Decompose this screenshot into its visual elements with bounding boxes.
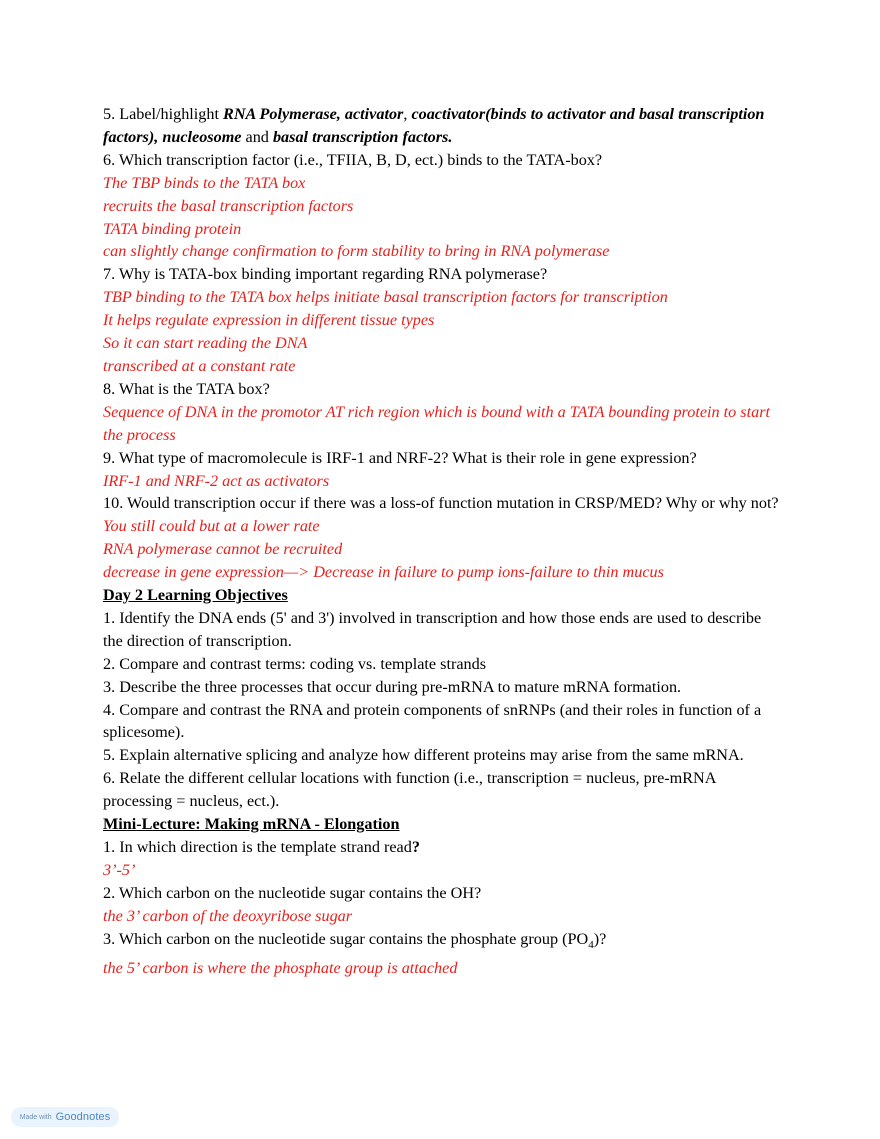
- answer-line: decrease in gene expression—> Decrease in failure to pump ions-failure to thin mucus: [103, 563, 664, 582]
- answer-line: IRF-1 and NRF-2 act as activators: [103, 471, 330, 490]
- answer-line: RNA polymerase cannot be recruited: [103, 540, 343, 559]
- objective-item: 4. Compare and contrast the RNA and protein components of snRNPs (and their roles in function of a splicesome).: [103, 700, 762, 742]
- answer-line: recruits the basal transcription factors: [103, 196, 354, 215]
- question-6: 6. Which transcription factor (i.e., TFIIA, B, D, ect.) binds to the TATA-box?: [103, 150, 603, 169]
- question-5: 5. Label/highlight RNA Polymerase, activator, coactivator(binds to activator and basal transcription factors), nucleosome and basal transcription factors.: [103, 105, 765, 146]
- goodnotes-brand: Goodnotes: [55, 1111, 111, 1123]
- mini-question-3: 3. Which carbon on the nucleotide sugar contains the phosphate group $(PO_4)$?: [103, 929, 607, 951]
- answer-line: can slightly change confirmation to form stability to bring in RNA polymerase: [103, 242, 610, 261]
- objective-item: 2. Compare and contrast terms: coding vs. template strands: [103, 654, 487, 673]
- question-10: 10. Would transcription occur if there was a loss-of function mutation in CRSP/MED? Why or why not?: [103, 494, 779, 513]
- term-coactivator-nucleosome: coactivator(binds to activator and basal transcription factors), nucleosome: [103, 105, 765, 146]
- answer-line: Sequence of DNA in the promotor AT rich region which is bound with a TATA bounding protein to start the process: [103, 402, 770, 444]
- answer-line: You still could but at a lower rate: [103, 517, 320, 536]
- objective-item: 3. Describe the three processes that occur during pre-mRNA to mature mRNA formation.: [103, 677, 682, 696]
- answer-line: the 5’ carbon is where the phosphate group is attached: [103, 958, 458, 977]
- term-basal-factors: basal transcription factors.: [272, 127, 453, 146]
- made-with-label: Made with: [19, 1113, 52, 1121]
- answer-line: It helps regulate expression in different tissue types: [103, 311, 435, 330]
- question-8: 8. What is the TATA box?: [103, 379, 270, 398]
- answer-line: the 3’ carbon of the deoxyribose sugar: [103, 906, 353, 925]
- answer-line: So it can start reading the DNA: [103, 334, 308, 353]
- mini-question-2: 2. Which carbon on the nucleotide sugar contains the OH?: [103, 883, 482, 902]
- objective-item: 5. Explain alternative splicing and analyze how different proteins may arise from the same mRNA.: [103, 746, 744, 765]
- mini-question-1: 1. In which direction is the template strand read?: [103, 838, 420, 856]
- question-9: 9. What type of macromolecule is IRF-1 and NRF-2? What is their role in gene expression?: [103, 448, 697, 467]
- answer-line: 3’-5’: [103, 860, 136, 879]
- document-body: [103, 103, 783, 980]
- term-rna-polymerase-activator: RNA Polymerase, activator: [223, 105, 404, 123]
- mini-lecture-heading: Mini-Lecture: Making mRNA - Elongation: [103, 815, 400, 834]
- objective-item: 6. Relate the different cellular locations with function (i.e., transcription = nucleus, pre-mRNA processing = nucleus, ect.).: [103, 769, 716, 811]
- answer-line: TBP binding to the TATA box helps initiate basal transcription factors for transcription: [103, 288, 668, 307]
- answer-line: The TBP binds to the TATA box: [103, 173, 306, 192]
- question-7: 7. Why is TATA-box binding important regarding RNA polymerase?: [103, 265, 548, 284]
- goodnotes-badge[interactable]: [11, 1107, 119, 1127]
- answer-line: transcribed at a constant rate: [103, 356, 296, 375]
- objective-item: 1. Identify the DNA ends (5' and 3') involved in transcription and how those ends are used to describe the direction of transcription.: [103, 608, 762, 650]
- answer-line: TATA binding protein: [103, 219, 242, 238]
- day2-heading: Day 2 Learning Objectives: [103, 586, 288, 605]
